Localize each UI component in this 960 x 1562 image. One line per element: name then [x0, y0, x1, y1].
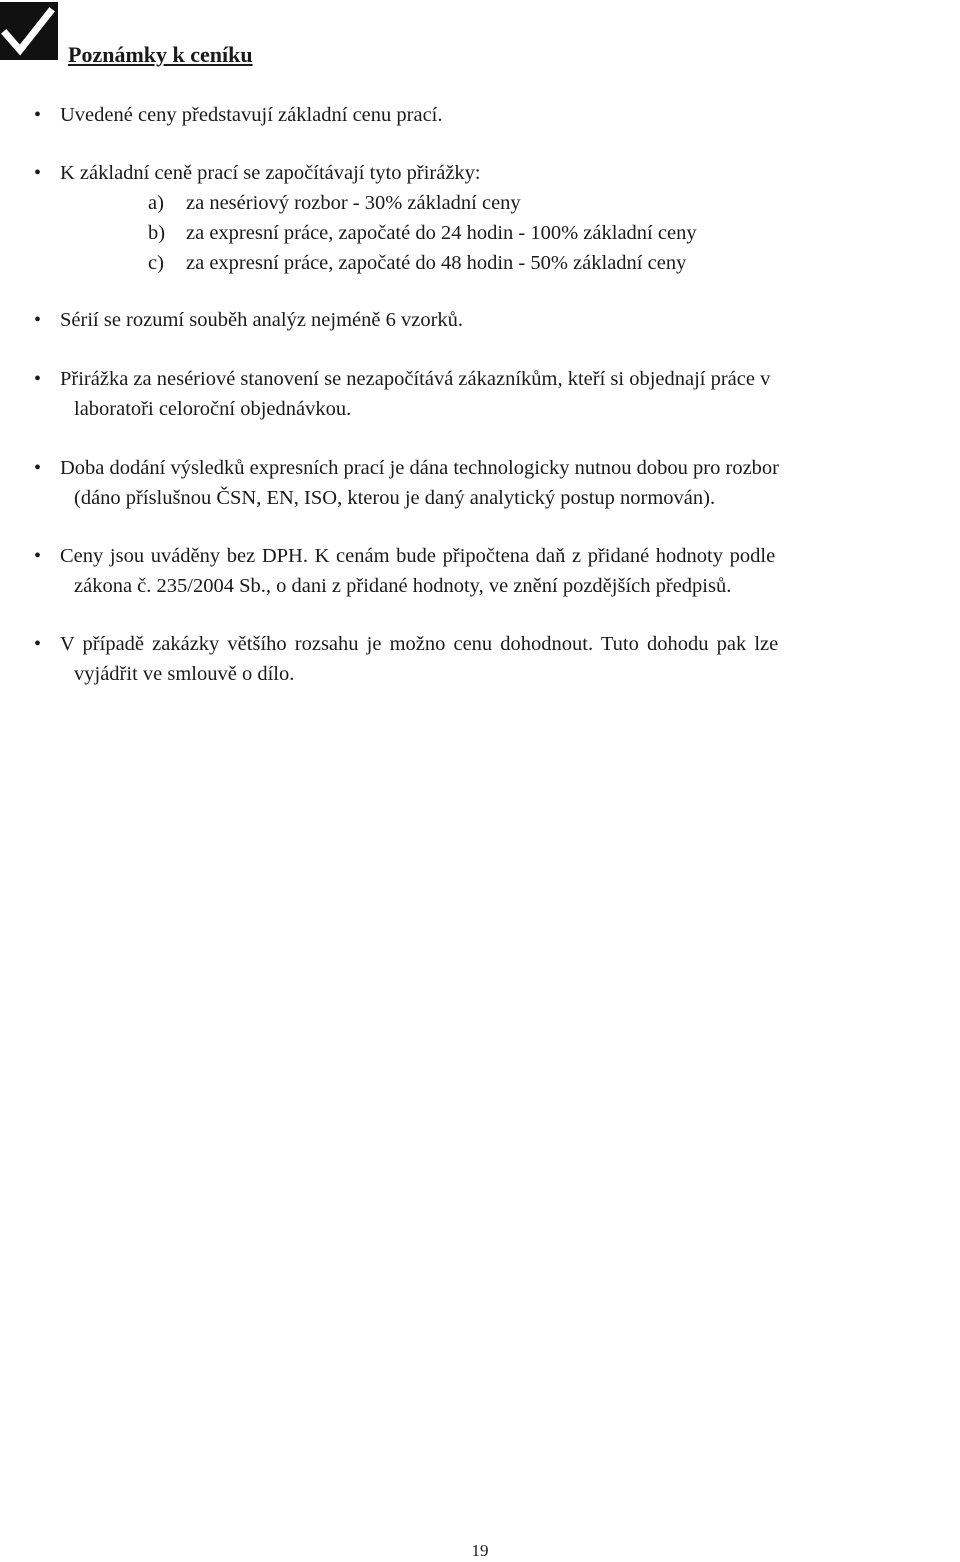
- sublist-item: c) za expresní práce, započaté do 48 hodin - 50% základní ceny: [148, 252, 687, 274]
- checkmark-icon: [0, 2, 58, 60]
- note-text: Sérií se rozumí souběh analýz nejméně 6 vzorků.: [60, 309, 464, 331]
- note-text: vyjádřit ve smlouvě o dílo.: [74, 663, 295, 685]
- bullet-icon: •: [34, 162, 42, 184]
- page-title: Poznámky k ceníku: [68, 42, 253, 67]
- header: [0, 0, 400, 70]
- note-text: Ceny jsou uváděny bez DPH. K cenám bude připočtena daň z přidané hodnoty podle: [60, 545, 776, 567]
- note-text: Uvedené ceny představují základní cenu prací.: [60, 104, 443, 126]
- surcharge-sublist: [148, 188, 848, 278]
- note-text: K základní ceně prací se započítávají tyto přirážky:: [60, 162, 481, 184]
- sublist-item: b) za expresní práce, započaté do 24 hodin - 100% základní ceny: [148, 222, 697, 244]
- note-text: zákona č. 235/2004 Sb., o dani z přidané hodnoty, ve znění pozdějších předpisů.: [74, 575, 732, 597]
- bullet-icon: •: [34, 633, 42, 655]
- bullet-icon: •: [34, 368, 42, 390]
- note-text: (dáno příslušnou ČSN, EN, ISO, kterou je daný analytický postup normován).: [74, 487, 716, 509]
- bullet-icon: •: [34, 104, 42, 126]
- note-text: V případě zakázky většího rozsahu je možno cenu dohodnout. Tuto dohodu pak lze: [60, 633, 779, 655]
- note-text: Doba dodání výsledků expresních prací je dána technologicky nutnou dobou pro rozbor: [60, 457, 780, 479]
- bullet-icon: •: [34, 309, 42, 331]
- page-number: 19: [471, 1541, 489, 1560]
- note-text: Přirážka za nesériové stanovení se nezapočítává zákazníkům, kteří si objednají práce v: [60, 368, 771, 390]
- bullet-icon: •: [34, 457, 42, 479]
- sublist-item: a) za nesériový rozbor - 30% základní ceny: [148, 192, 521, 214]
- bullet-icon: •: [34, 545, 42, 567]
- note-text: laboratoři celoroční objednávkou.: [74, 398, 352, 420]
